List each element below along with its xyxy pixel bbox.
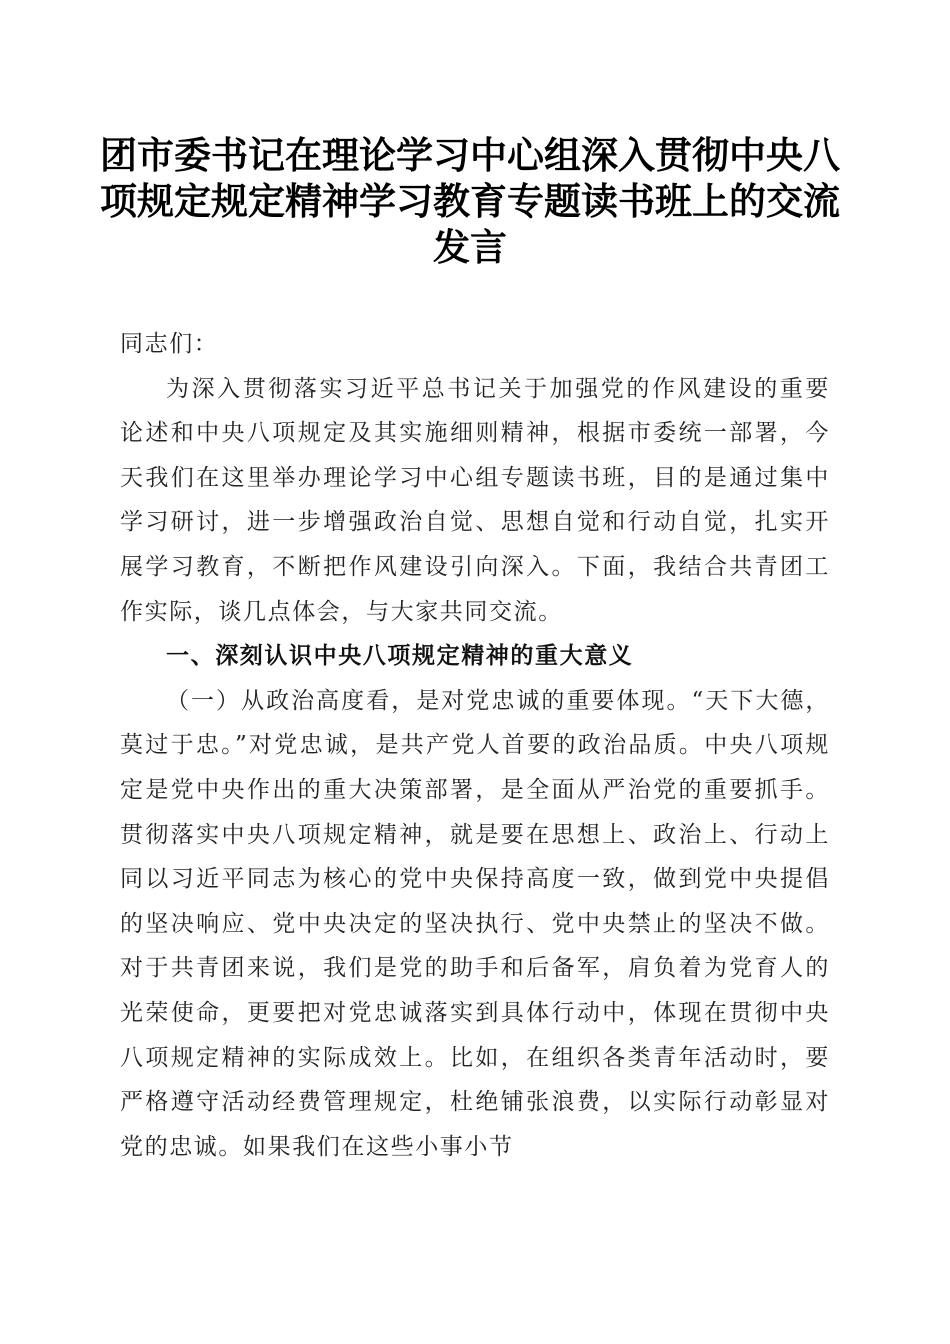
section-1-paragraph-1: （一）从政治高度看，是对党忠诚的重要体现。“天下大德，莫过于忠。”对党忠诚，是共产党人首要的政治品质。中央八项规定是党中央作出的重大决策部署，是全面从严治党的重要抓手。贯彻落实中央八项规定精神，就是要在思想上、政治上、行动上同以习近平同志为核心的党中央保持高度一致，做到党中央提倡的坚决响应、党中央决定的坚决执行、党中央禁止的坚决不做。对于共青团来说，我们是党的助手和后备军，肩负着为党育人的光荣使命，更要把对党忠诚落实到具体行动中，体现在贯彻中央八项规定精神的实际成效上。比如，在组织各类青年活动时，要严格遵守活动经费管理规定，杜绝铺张浪费，以实际行动彰显对党的忠诚。如果我们在这些小事小节 [120, 687, 830, 1160]
section-heading-1: 一、深刻认识中央八项规定精神的重大意义 [166, 643, 634, 670]
salutation: 同志们： [120, 331, 219, 357]
document-body [120, 322, 830, 1169]
intro-paragraph: 为深入贯彻落实习近平总书记关于加强党的作风建设的重要论述和中央八项规定及其实施细则精神，根据市委统一部署，今天我们在这里举办理论学习中心组专题读书班，目的是通过集中学习研讨，进一步增强政治自觉、思想自觉和行动自觉，扎实开展学习教育，不断把作风建设引向深入。下面，我结合共青团工作实际，谈几点体会，与大家共同交流。 [120, 375, 830, 625]
document-title: 团市委书记在理论学习中心组深入贯彻中央八项规定规定精神学习教育专题读书班上的交流发言 [100, 133, 840, 269]
